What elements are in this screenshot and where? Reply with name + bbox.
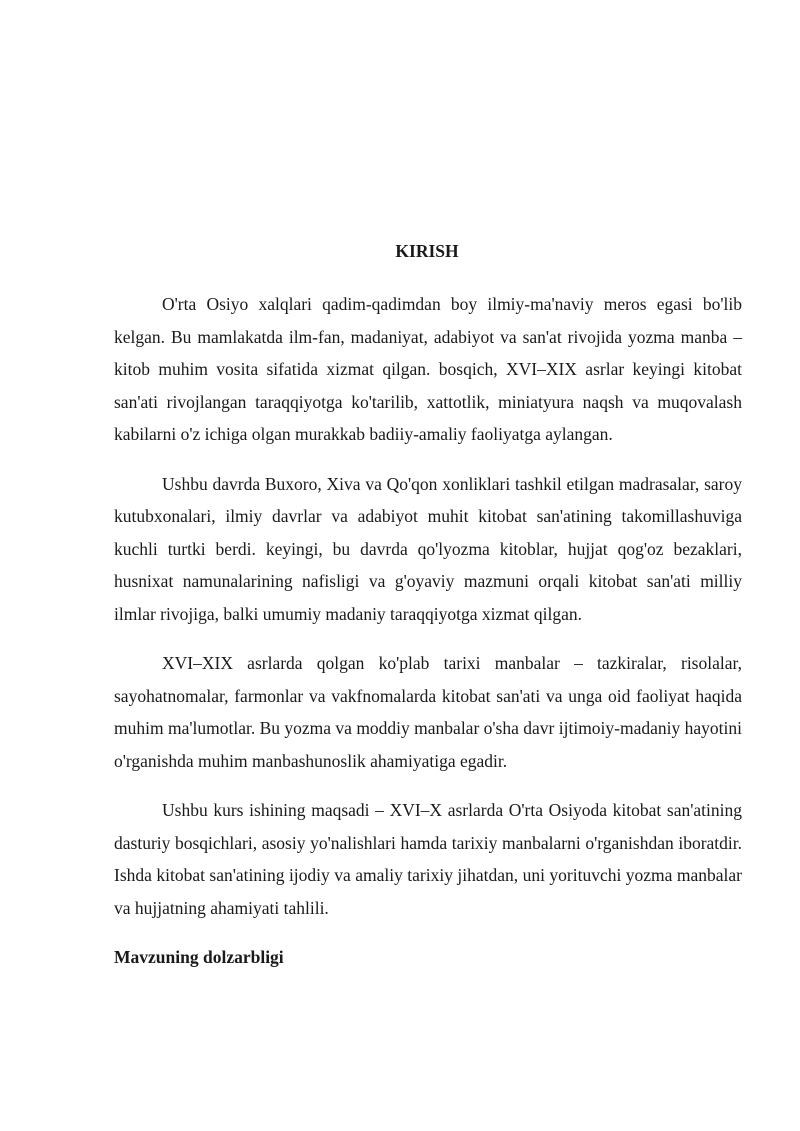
paragraph-sources: XVI–XIX asrlarda qolgan ko'plab tarixi manbalar – tazkiralar, risolalar, sayohatnomalar, farmonlar va vakfnomalarda kitobat san'ati va unga oid faoliyat haqida muhim ma'lumotlar. Bu yozma va moddiy manbalar o'sha davr ijtimoiy-madaniy hayotini o'rganishda muhim manbashunoslik ahamiyatiga egadir. [114,653,742,771]
subheading-relevance: Mavzuning dolzarbligi [114,947,284,967]
paragraph-khanates: Ushbu davrda Buxoro, Xiva va Qo'qon xonliklari tashkil etilgan madrasalar, saroy kutubxonalari, ilmiy davrlar va adabiyot muhit kitobat san'atining takomillashuviga kuchli turtki berdi. keyingi, bu davrda qo'lyozma kitoblar, hujjat qog'oz bezaklari, husnixat namunalarining nafisligi va g'oyaviy mazmuni orqali kitobat san'ati milliy ilmlar rivojiga, balki umumiy madaniy taraqqiyotga xizmat qilgan. [114,473,742,624]
body-text [114,288,742,974]
section-heading: KIRISH [395,241,459,261]
paragraph-purpose: Ushbu kurs ishining maqsadi – XVI–X asrlarda O'rta Osiyoda kitobat san'atining dasturiy bosqichlari, asosiy yo'nalishlari hamda tarixiy manbalarni o'rganishdan iboratdir. Ishda kitobat san'atining ijodiy va amaliy tarixiy jihatdan, uni yorituvchi yozma manbalar va hujjatning ahamiyati tahlili. [114,800,742,918]
paragraph-intro: O'rta Osiyo xalqlari qadim-qadimdan boy ilmiy-ma'naviy meros egasi bo'lib kelgan. Bu mamlakatda ilm-fan, madaniyat, adabiyot va san'at rivojida yozma manba – kitob muhim vosita sifatida xizmat qilgan. bosqich, XVI–XIX asrlar keyingi kitobat san'ati rivojlangan taraqqiyotga ko'tarilib, xattotlik, miniatyura naqsh va muqovalash kabilarni o'z ichiga olgan murakkab badiiy-amaliy faoliyatga aylangan. [114,294,742,444]
